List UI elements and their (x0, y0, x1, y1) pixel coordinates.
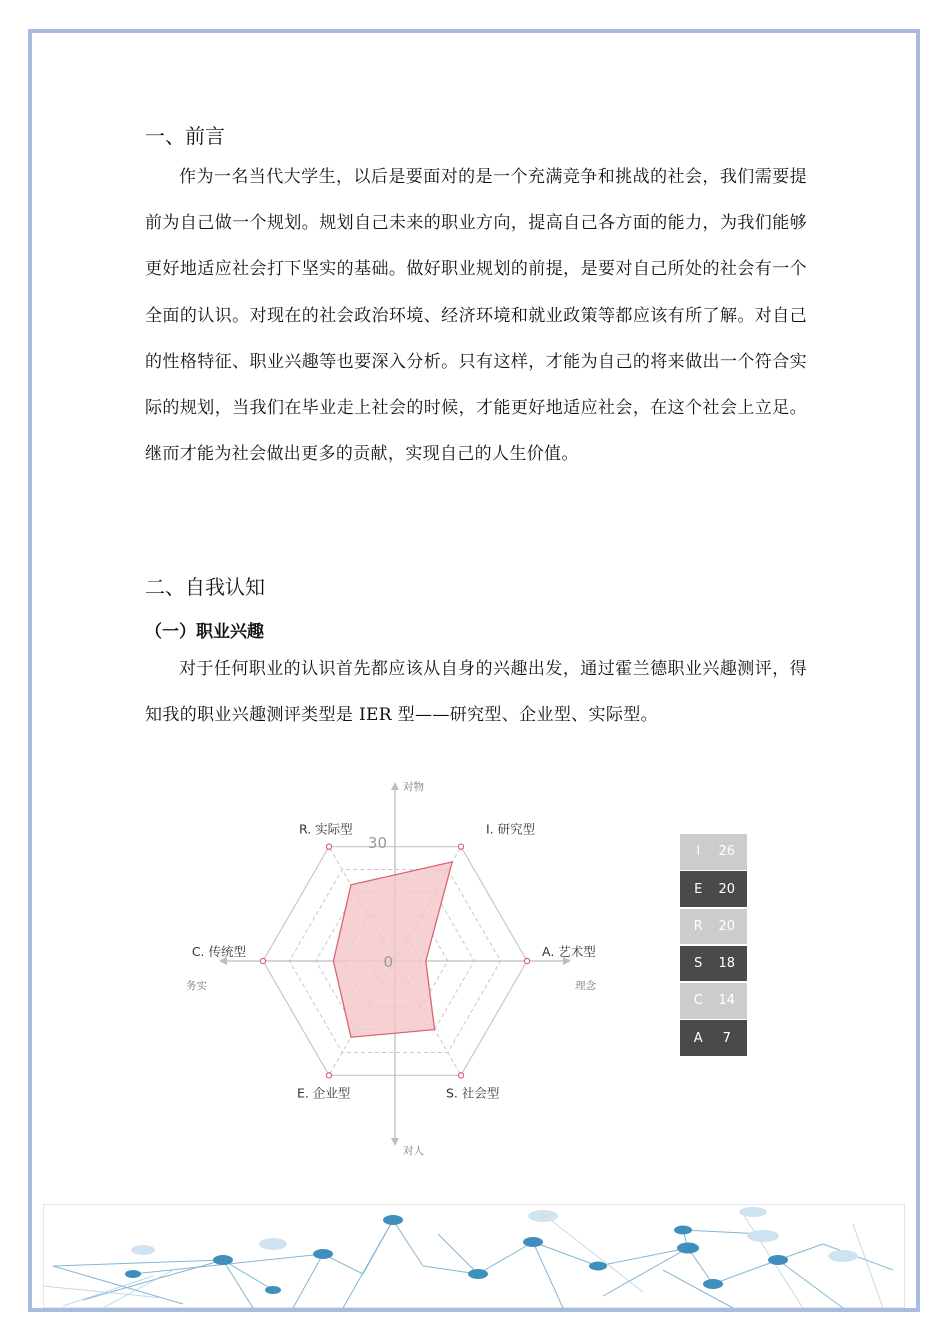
legend-value: 18 (718, 956, 736, 972)
legend-row (680, 871, 747, 907)
holland-radar-chart (170, 768, 630, 1163)
network-decoration-image (43, 1204, 905, 1308)
score-legend (680, 834, 747, 1058)
legend-key: S (694, 956, 703, 972)
axis-label: C. 传统型 (191, 944, 246, 959)
axis-label: I. 研究型 (486, 821, 536, 837)
legend-value: 26 (718, 844, 736, 860)
vertex-marker (260, 958, 265, 963)
legend-row (680, 834, 747, 870)
preface-heading: 一、前言 (145, 124, 225, 148)
direction-label-bottom: 对人 (403, 1145, 424, 1157)
vertex-marker (524, 958, 529, 963)
direction-label-right: 理念 (575, 980, 596, 992)
scale-label-max: 30 (367, 834, 387, 852)
down-arrow-icon (391, 1138, 399, 1146)
axis-label: S. 社会型 (446, 1085, 500, 1101)
career-interest-subheading: （一）职业兴趣 (145, 622, 264, 642)
legend-row (680, 946, 747, 982)
career-interest-paragraph: 对于任何职业的认识首先都应该从自身的兴趣出发，通过霍兰德职业兴趣测评，得知我的职业兴趣测评类型是 IER 型——研究型、企业型、实际型。 (145, 659, 807, 726)
direction-label-left: 务实 (186, 980, 207, 992)
vertex-marker (326, 1073, 331, 1078)
legend-row (680, 983, 747, 1019)
legend-key: I (696, 844, 701, 860)
legend-key: A (693, 1030, 703, 1046)
vertex-marker (326, 844, 331, 849)
legend-key: C (693, 993, 703, 1009)
legend-row (680, 909, 747, 945)
up-arrow-icon (391, 782, 399, 790)
legend-value: 20 (718, 918, 736, 934)
self-awareness-heading: 二、自我认知 (145, 575, 265, 599)
legend-value: 7 (722, 1030, 731, 1046)
axis-label: A. 艺术型 (542, 944, 596, 959)
vertex-marker (458, 1073, 463, 1078)
legend-row (680, 1020, 747, 1056)
legend-key: R (693, 918, 703, 934)
legend-value: 14 (718, 993, 736, 1009)
legend-value: 20 (718, 881, 736, 897)
vertex-marker (458, 844, 463, 849)
direction-label-top: 对物 (403, 781, 424, 793)
preface-paragraph: 作为一名当代大学生，以后是要面对的是一个充满竞争和挑战的社会，我们需要提前为自己做一个规划。规划自己未来的职业方向，提高自己各方面的能力，为我们能够更好地适应社会打下坚实的基础。做好职业规划的前提，是要对自己所处的社会有一个全面的认识。对现在的社会政治环境、经济环境和就业政策等都应该有所了解。对自己的性格特征、职业兴趣等也要深入分析。只有这样，才能为自己的将来做出一个符合实际的规划，当我们在毕业走上社会的时候，才能更好地适应社会，在这个社会上立足。继而才能为社会做出更多的贡献，实现自己的人生价值。 (145, 167, 807, 465)
radar-data-area (333, 862, 452, 1037)
legend-key: E (694, 881, 703, 897)
scale-label-min: 0 (383, 953, 393, 971)
axis-label: E. 企业型 (297, 1085, 351, 1101)
axis-label: R. 实际型 (299, 821, 353, 837)
